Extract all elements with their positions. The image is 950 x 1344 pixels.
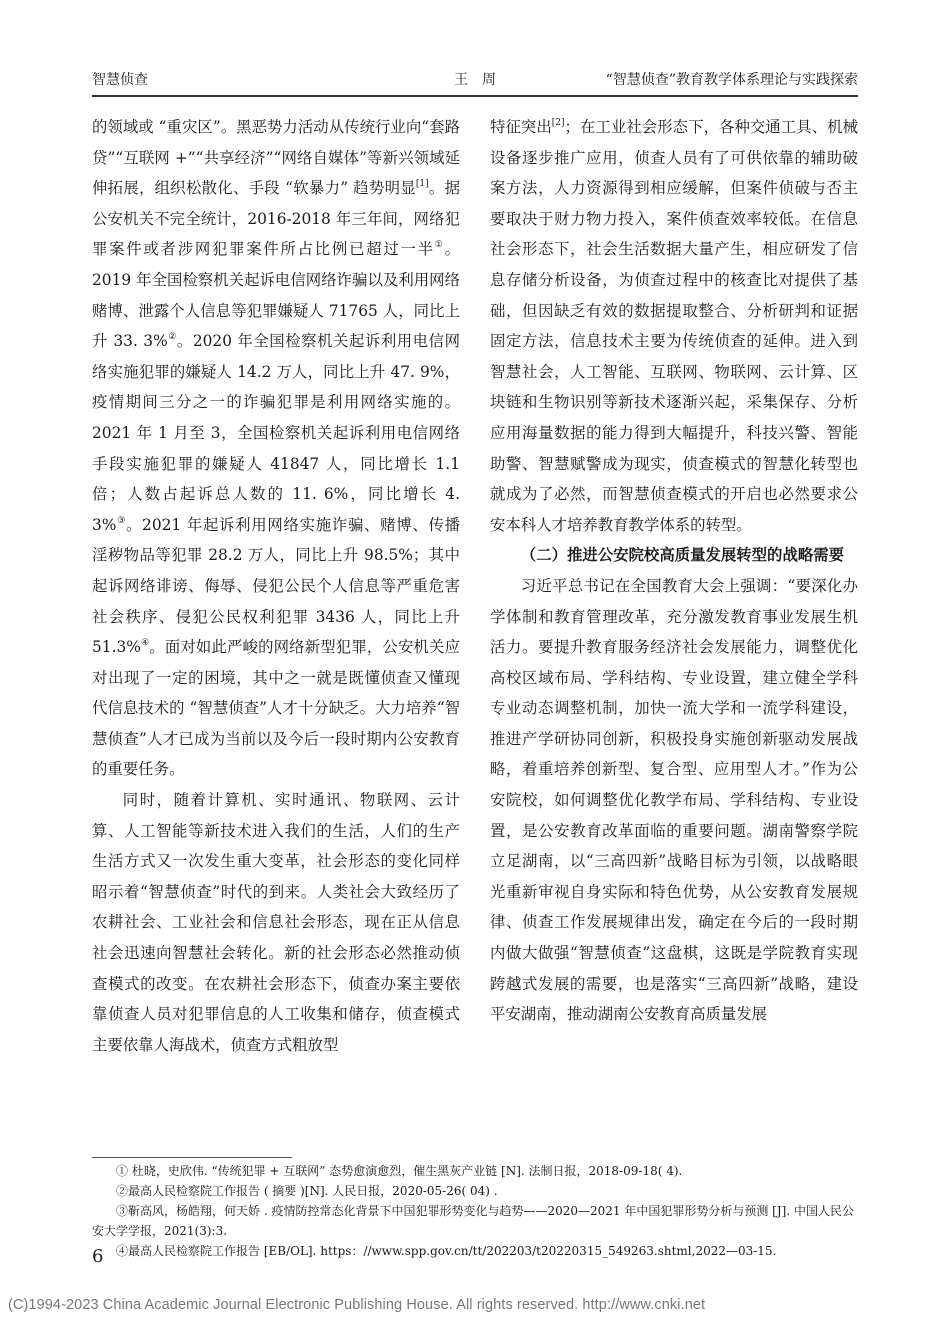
footnote-marker: ① [434, 240, 445, 251]
text-run: ；在工业社会形态下，各种交通工具、机械设备逐步推广应用，侦查人员有了可供依靠的辅助破案方法，人力资源得到相应缓解，但案件侦破与否主要取决于财力物力投入，案件侦查效率较低。在信息社会形态下，社会生活数据大量产生，相应研发了信息存储分析设备，为侦查过程中的核查比对提供了基础，但因缺乏有效的数据提取整合、分析研判和证据固定方法，信息技术主要为传统侦查的延伸。进入到智慧社会，人工智能、互联网、物联网、云计算、区块链和生物识别等新技术逐渐兴起，采集保存、分析应用海量数据的能力得到大幅提升，科技兴警、智能助警、智慧赋警成为现实，侦查模式的智慧化转型也就成为了必然，而智慧侦查模式的开启也必然要求公安本科人才培养教育教学体系的转型。 [490, 118, 858, 534]
footnote-marker: ② [167, 332, 177, 343]
header-journal-name: 智慧侦查 [92, 72, 148, 88]
footnote-4: ④最高人民检察院工作报告 [EB/OL]. https：//www.spp.gov.cn/tt/202203/t20220315_549263.shtml,2022—03-15. [116, 1244, 777, 1258]
text-run: 。2021 年起诉利用网络实施诈骗、赌博、传播淫秽物品等犯罪 28.2 万人，同比上升 98.5%；其中起诉网络诽谤、侮辱、侵犯公民个人信息等严重危害社会秩序、侵犯公民权利犯罪 3436 人，同比上升 51.3% [92, 515, 460, 657]
text-run: 特征突出 [490, 118, 552, 136]
header-divider [92, 95, 858, 97]
footnote-3: ③靳高风，杨皓翔，何天娇 . 疫情防控常态化背景下中国犯罪形势变化与趋势——2020—2021 年中国犯罪形势分析与预测 [J]. 中国人民公安大学学报，2021(3):3. [92, 1204, 854, 1238]
copyright-notice: (C)1994-2023 China Academic Journal Electronic Publishing House. All rights reserved. http://www.cnki.net [8, 1297, 706, 1313]
right-column [490, 112, 858, 1030]
page-number: 6 [92, 1246, 104, 1267]
text-run: 。2020 年全国检察机关起诉利用电信网络实施犯罪的嫌疑人 14.2 万人，同比上升 47. 9%，疫情期间三分之一的诈骗犯罪是利用网络实施的。2021 年 1 月至 3，全国检察机关起诉利用电信网络手段实施犯罪的嫌疑人 41847 人，同比增长 1.1 倍；人数占起诉总人数的 11. 6%，同比增长 4. 3% [92, 332, 461, 534]
left-paragraph-1 [92, 112, 460, 785]
footnote-divider [92, 1157, 292, 1158]
left-column [92, 112, 460, 1060]
footnote-marker: ③ [116, 515, 126, 526]
section-subheading: （二）推进公安院校高质量发展转型的战略需要 [520, 546, 845, 565]
left-paragraph-2: 同时，随着计算机、实时通讯、物联网、云计算、人工智能等新技术进入我们的生活，人们的生产生活方式又一次发生重大变革，社会形态的变化同样昭示着“智慧侦查”时代的到来。人类社会大致经历了农耕社会、工业社会和信息社会形态，现在正从信息社会迅速向智慧社会转化。新的社会形态必然推动侦查模式的改变。在农耕社会形态下，侦查办案主要依靠侦查人员对犯罪信息的人工收集和储存，侦查模式主要依靠人海战术，侦查方式粗放型 [92, 791, 460, 1054]
text-run: 。面对如此严峻的网络新型犯罪，公安机关应对出现了一定的困境，其中之一就是既懂侦查又懂现代信息技术的 “智慧侦查”人才十分缺乏。大力培养“智慧侦查”人才已成为当前以及今后一段时期内公安教育的重要任务。 [92, 638, 460, 779]
footnotes [92, 1161, 858, 1261]
header-article-title: “智慧侦查”教育教学体系理论与实践探索 [605, 72, 858, 88]
text-run: 的领域或 “重灾区”。黑恶势力活动从传统行业向“套路贷”“互联网 +”“共享经济”“网络自媒体”等新兴领域延伸拓展，组织松散化、手段 “软暴力” 趋势明显 [92, 118, 460, 198]
text-run: 。2019 年全国检察机关起诉电信网络诈骗以及利用网络赌博、泄露个人信息等犯罪嫌疑人 71765 人，同比上升 33. 3% [92, 240, 460, 351]
footnote-marker: ④ [140, 638, 150, 649]
citation-ref: [2] [551, 118, 565, 128]
footnote-1: ① 杜晓，史欣伟. “传统犯罪 + 互联网” 态势愈演愈烈，催生黑灰产业链 [N]. 法制日报，2018-09-18( 4). [116, 1164, 683, 1178]
right-paragraph-2: 习近平总书记在全国教育大会上强调：“要深化办学体制和教育管理改革，充分激发教育事业发展生机活力。要提升教育服务经济社会发展能力，调整优化高校区域布局、学科结构、专业设置，建立健全学科专业动态调整机制，加快一流大学和一流学科建设，推进产学研协同创新，积极投身实施创新驱动发展战略，着重培养创新型、复合型、应用型人才。”作为公安院校，如何调整优化教学布局、学科结构、专业设置，是公安教育改革面临的重要问题。湖南警察学院立足湖南，以“三高四新”战略目标为引领，以战略眼光重新审视自身实际和特色优势，从公安教育发展规律、侦查工作发展规律出发，确定在今后的一段时期内做大做强“智慧侦查”这盘棋，这既是学院教育实现跨越式发展的需要，也是落实“三高四新”战略，建设平安湖南，推动湖南公安教育高质量发展 [490, 576, 858, 1024]
header-authors: 王 周 [454, 72, 496, 88]
running-header [92, 68, 858, 92]
footnote-2: ②最高人民检察院工作报告 ( 摘要 )[N]. 人民日报，2020-05-26( 04) . [116, 1184, 498, 1198]
right-paragraph-1 [490, 112, 858, 540]
text-run: 。据公安机关不完全统计，2016-2018 年三年间，网络犯罪案件或者涉网犯罪案件所占比例已超过一半 [92, 179, 460, 259]
citation-ref: [1] [415, 179, 429, 190]
